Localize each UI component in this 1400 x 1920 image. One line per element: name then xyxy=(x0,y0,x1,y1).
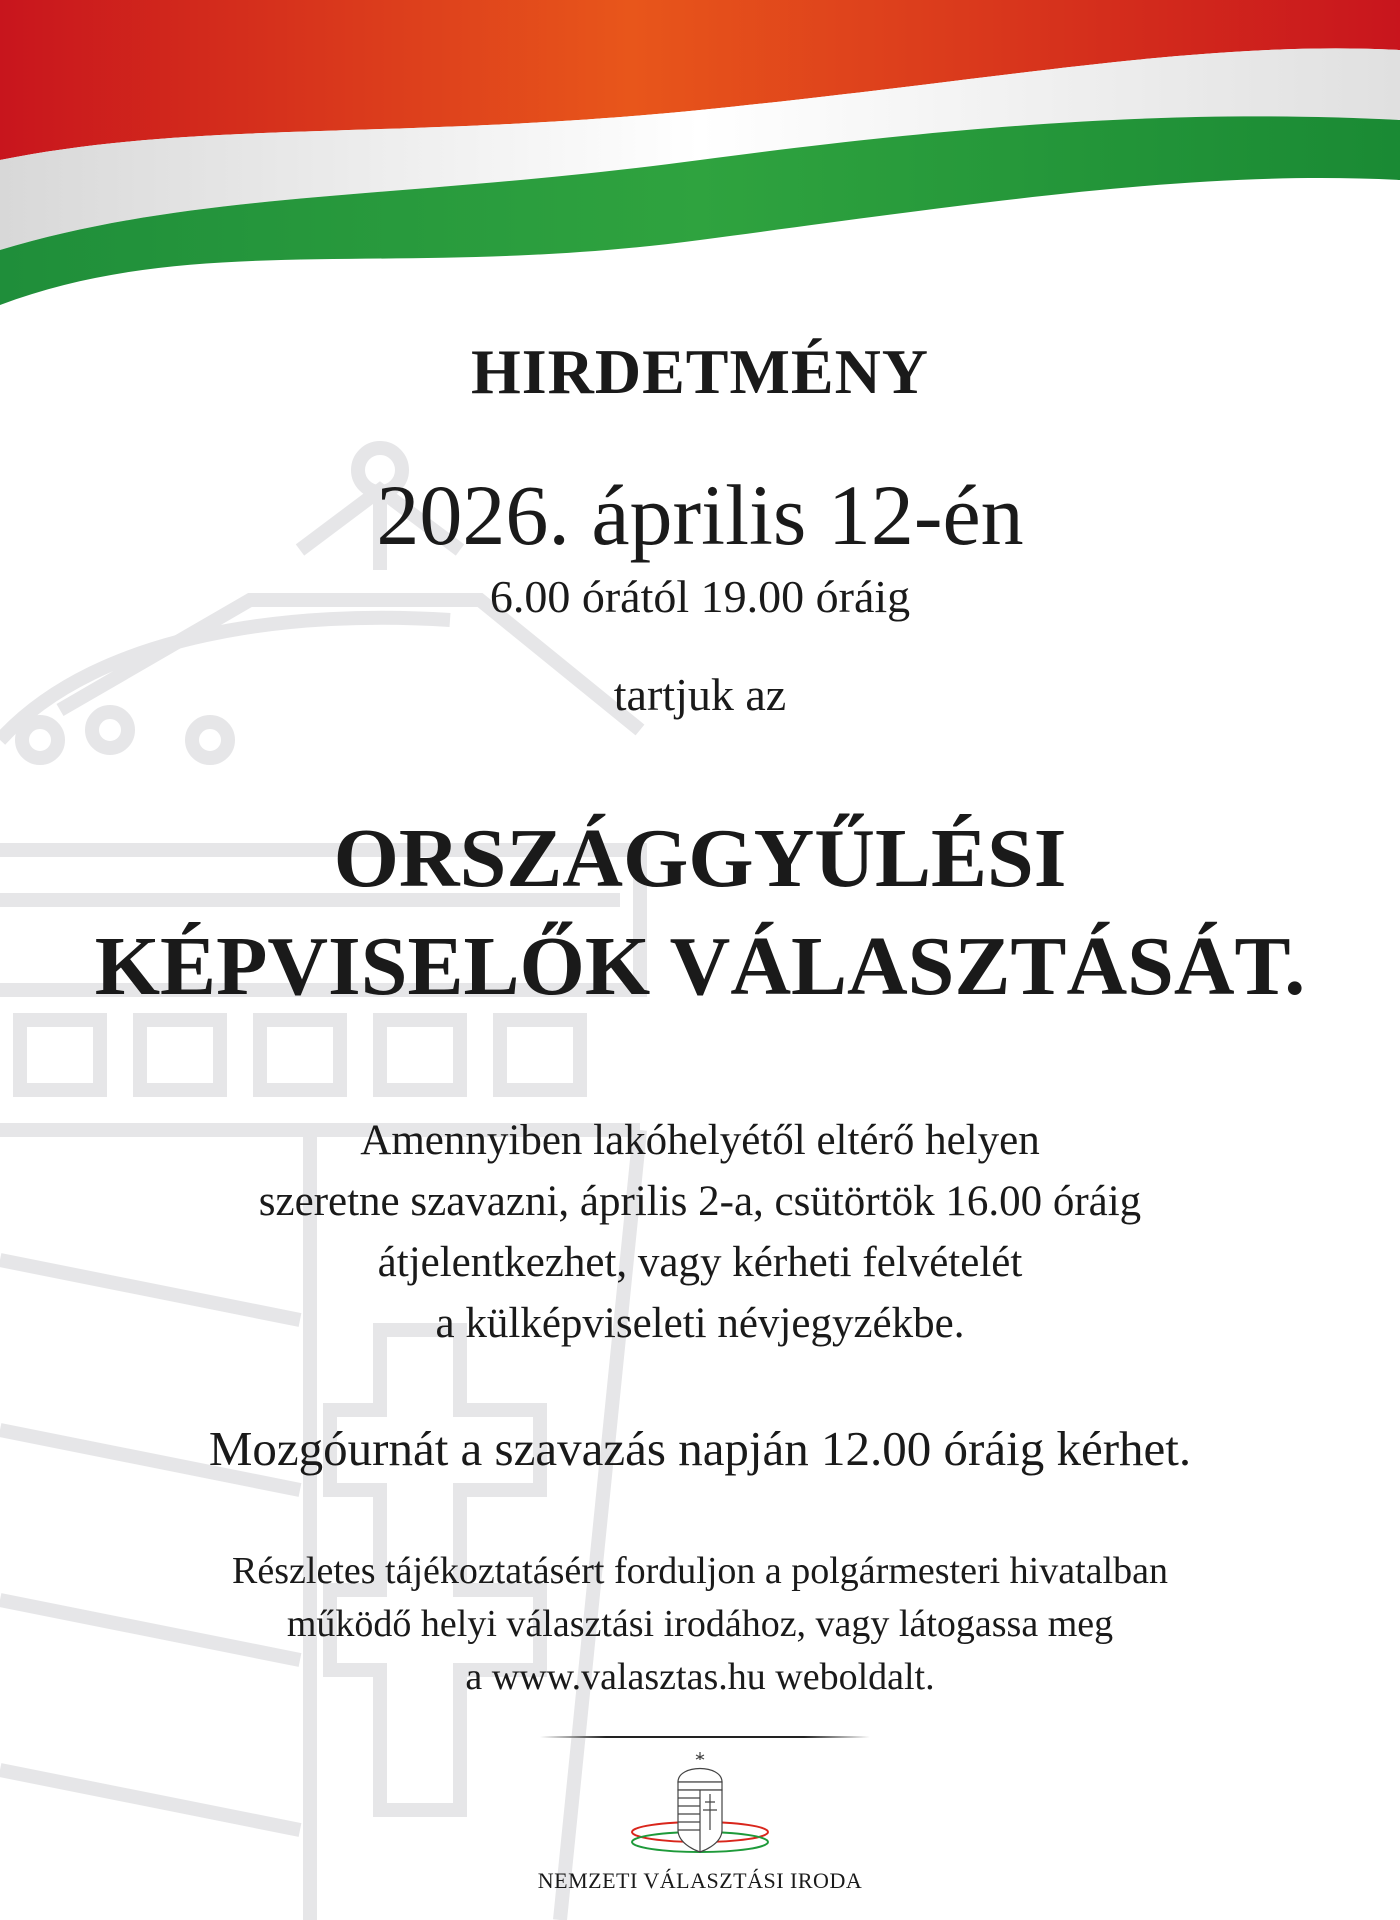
mobile-ballot-box-text: Mozgóurnát a szavazás napján 12.00 óráig kérhet. xyxy=(208,1421,1192,1476)
election-name xyxy=(0,805,1400,1021)
divider xyxy=(540,1736,870,1738)
organization-name: NEMZETI VÁLASZTÁSI IRODA xyxy=(537,1868,863,1893)
text-line: szeretne szavazni, április 2-a, csütörtök 16.00 óráig xyxy=(258,1178,1142,1225)
text-line: átjelentkezhet, vagy kérheti felvételét xyxy=(377,1239,1023,1286)
election-name-line1: ORSZÁGGYŰLÉSI xyxy=(333,812,1067,905)
details-paragraph xyxy=(0,1545,1400,1704)
election-name-line2: KÉPVISELŐK VÁLASZTÁSÁT. xyxy=(94,920,1306,1013)
text-line: Részletes tájékoztatásért forduljon a polgármesteri hivatalban xyxy=(232,1550,1168,1592)
election-date: 2026. április 12-én xyxy=(376,467,1024,563)
text-line: Amennyiben lakóhelyétől eltérő helyen xyxy=(360,1117,1040,1164)
registration-paragraph xyxy=(0,1110,1400,1354)
text-line: a www.valasztas.hu weboldalt. xyxy=(465,1656,935,1698)
voting-hours: 6.00 órától 19.00 óráig xyxy=(489,571,911,622)
intro-text: tartjuk az xyxy=(613,669,787,720)
notice-title: HIRDETMÉNY xyxy=(470,336,930,407)
hungarian-flag-banner xyxy=(0,0,1400,310)
coat-of-arms-icon xyxy=(630,1750,770,1860)
text-line: a külképviseleti névjegyzékbe. xyxy=(435,1300,965,1347)
text-line: működő helyi választási irodához, vagy látogassa meg xyxy=(286,1603,1114,1645)
